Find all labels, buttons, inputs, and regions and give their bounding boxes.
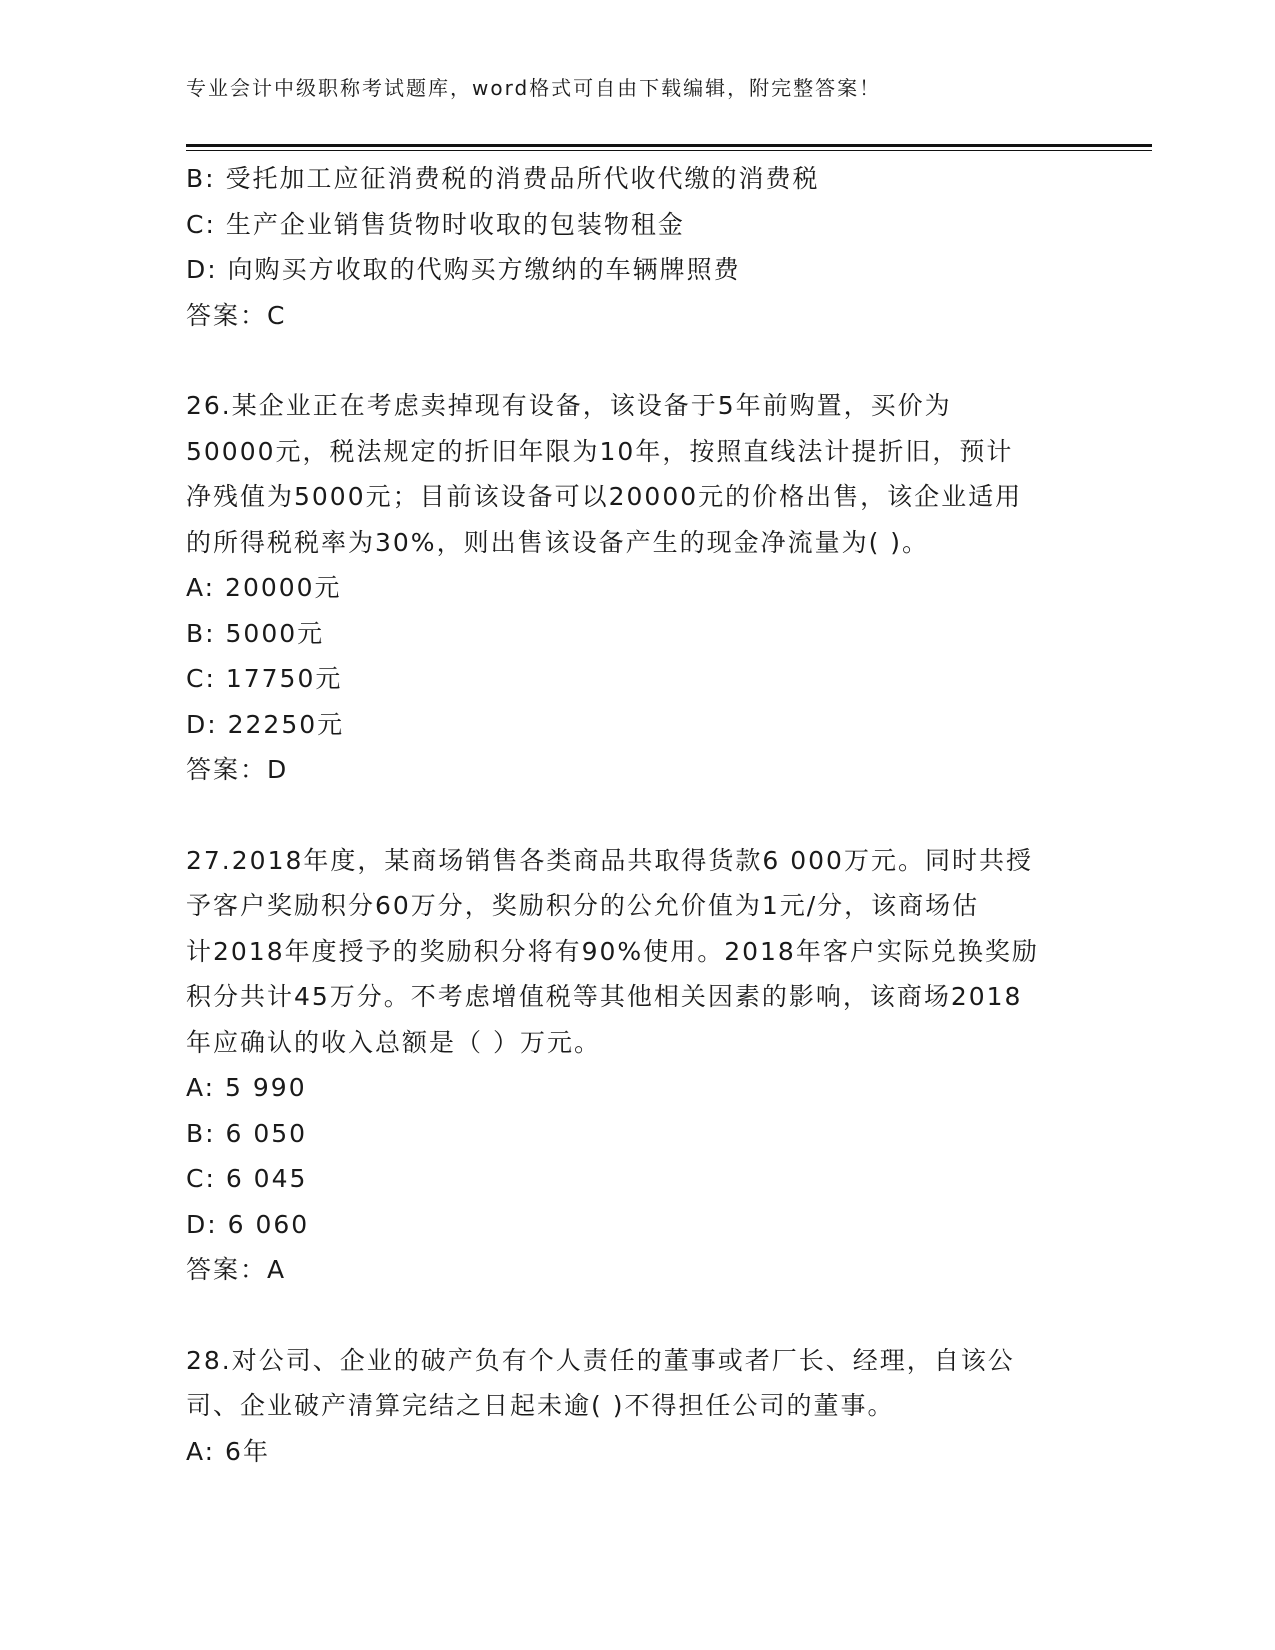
option-c: C: 17750元 [186, 664, 343, 693]
option-d: D: 向购买方收取的代购买方缴纳的车辆牌照费 [186, 255, 741, 284]
page-header-title: 专业会计中级职称考试题库，word格式可自由下载编辑，附完整答案！ [186, 76, 882, 100]
question-stem-line: 予客户奖励积分60万分，奖励积分的公允价值为1元/分，该商场估 [186, 891, 980, 920]
option-d: D: 6 060 [186, 1209, 310, 1239]
question-stem-line: 27.2018年度，某商场销售各类商品共取得货款6 000万元。同时共授 [186, 845, 1033, 875]
question-stem-line: 50000元，税法规定的折旧年限为10年，按照直线法计提折旧，预计 [186, 436, 1014, 466]
question-26 [186, 383, 1086, 793]
option-a: A: 5 990 [186, 1073, 307, 1102]
question-stem-line: 司、企业破产清算完结之日起未逾( )不得担任公司的董事。 [186, 1391, 895, 1420]
option-c: C: 生产企业销售货物时收取的包装物租金 [186, 209, 685, 239]
option-b: B: 6 050 [186, 1118, 308, 1148]
answer-line: 答案：A [186, 1255, 287, 1284]
option-a: A: 6年 [186, 1436, 270, 1466]
question-stem-line: 净残值为5000元；目前该设备可以20000元的价格出售，该企业适用 [186, 482, 1023, 511]
option-a: A: 20000元 [186, 573, 342, 602]
question-stem-line: 的所得税税率为30%，则出售该设备产生的现金净流量为( )。 [186, 527, 930, 557]
option-c: C: 6 045 [186, 1164, 308, 1193]
question-28 [186, 1338, 1086, 1475]
question-stem-line: 积分共计45万分。不考虑增值税等其他相关因素的影响，该商场2018 [186, 982, 1023, 1011]
question-stem-line: 年应确认的收入总额是（ ）万元。 [186, 1027, 601, 1057]
question-27 [186, 838, 1086, 1293]
question-stem-line: 26.某企业正在考虑卖掉现有设备，该设备于5年前购置，买价为 [186, 391, 952, 420]
document-body [186, 156, 1086, 1474]
header-rule-thin [186, 150, 1152, 151]
option-b: B: 受托加工应征消费税的消费品所代收代缴的消费税 [186, 164, 820, 193]
answer-line: 答案：C [186, 300, 287, 330]
answer-line: 答案：D [186, 755, 289, 784]
header-rule-thick [186, 144, 1152, 147]
option-d: D: 22250元 [186, 709, 345, 739]
option-b: B: 5000元 [186, 618, 325, 648]
question-prev [186, 156, 1086, 338]
question-stem-line: 28.对公司、企业的破产负有个人责任的董事或者厂长、经理，自该公 [186, 1345, 1015, 1375]
question-stem-line: 计2018年度授予的奖励积分将有90%使用。2018年客户实际兑换奖励 [186, 936, 1039, 966]
